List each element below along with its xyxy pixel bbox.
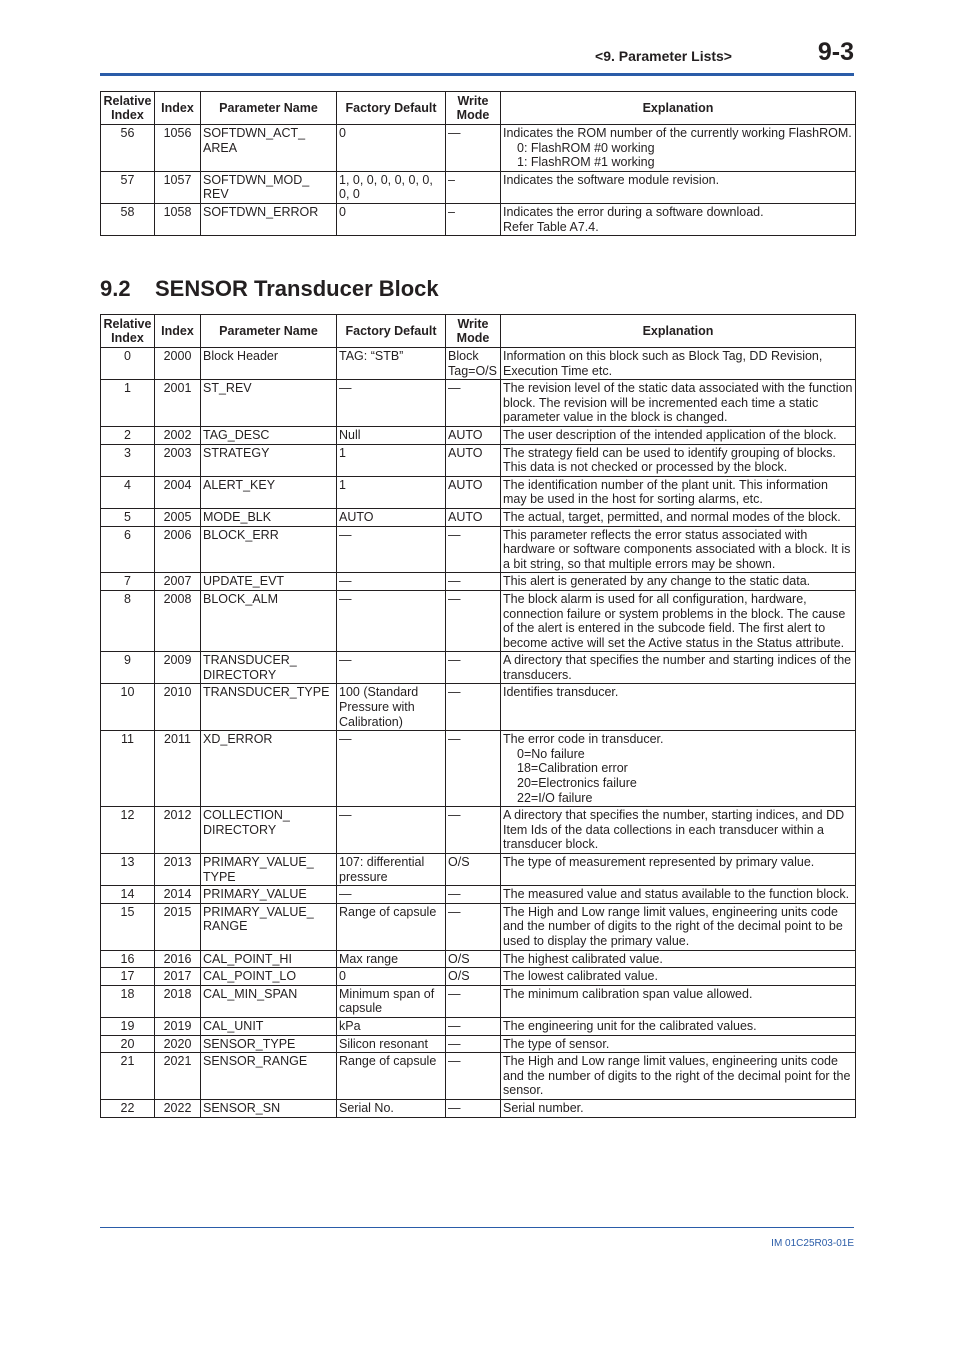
cell-index: 2021	[155, 1053, 201, 1100]
col-header-explanation: Explanation	[501, 315, 856, 348]
explanation-line: This alert is generated by any change to the static data.	[503, 574, 811, 589]
cell-explanation	[501, 854, 856, 886]
cell-explanation	[501, 985, 856, 1017]
cell-relative-index: 15	[101, 903, 155, 950]
col-header-index: Index	[155, 92, 201, 125]
cell-index: 2005	[155, 508, 201, 526]
explanation-line: Information on this block such as Block Tag, DD Revision, Execution Time etc.	[503, 349, 823, 378]
explanation-line: The type of sensor.	[503, 1036, 610, 1051]
cell-write-mode: —	[446, 1099, 501, 1117]
page-number: 9-3	[817, 38, 854, 66]
cell-relative-index: 13	[101, 854, 155, 886]
cell-explanation	[501, 903, 856, 950]
cell-parameter-name: TRANSDUCER_ DIRECTORY	[201, 652, 337, 684]
cell-relative-index: 16	[101, 950, 155, 968]
explanation-line: The measured value and status available to the function block.	[503, 887, 850, 902]
cell-relative-index: 57	[101, 171, 155, 203]
cell-write-mode: O/S	[446, 968, 501, 986]
cell-factory-default: Silicon resonant	[337, 1035, 446, 1053]
document-id: IM 01C25R03-01E	[771, 1238, 854, 1249]
cell-explanation	[501, 807, 856, 854]
cell-write-mode: —	[446, 807, 501, 854]
cell-factory-default: —	[337, 807, 446, 854]
cell-factory-default: Max range	[337, 950, 446, 968]
section-number: 9.2	[100, 276, 131, 301]
cell-parameter-name: PRIMARY_VALUE	[201, 886, 337, 904]
cell-relative-index: 7	[101, 573, 155, 591]
cell-factory-default: AUTO	[337, 508, 446, 526]
cell-explanation	[501, 1099, 856, 1117]
explanation-line: 0=No failure	[517, 746, 585, 761]
cell-index: 2018	[155, 985, 201, 1017]
cell-explanation	[501, 1017, 856, 1035]
explanation-line: Serial number.	[503, 1100, 584, 1115]
cell-explanation	[501, 426, 856, 444]
cell-parameter-name: TAG_DESC	[201, 426, 337, 444]
table-row	[101, 426, 856, 444]
table-row	[101, 125, 856, 172]
cell-parameter-name: ALERT_KEY	[201, 476, 337, 508]
cell-index: 2002	[155, 426, 201, 444]
cell-explanation	[501, 171, 856, 203]
cell-relative-index: 11	[101, 731, 155, 807]
cell-write-mode: —	[446, 684, 501, 731]
cell-parameter-name: MODE_BLK	[201, 508, 337, 526]
header-rule	[100, 73, 854, 76]
table-row	[101, 508, 856, 526]
cell-factory-default: Serial No.	[337, 1099, 446, 1117]
table-row	[101, 1099, 856, 1117]
cell-parameter-name: PRIMARY_VALUE_ TYPE	[201, 854, 337, 886]
cell-index: 2010	[155, 684, 201, 731]
col-header-explanation: Explanation	[501, 92, 856, 125]
cell-explanation	[501, 684, 856, 731]
cell-relative-index: 20	[101, 1035, 155, 1053]
cell-index: 2011	[155, 731, 201, 807]
explanation-line: The High and Low range limit values, engineering units code and the number of digits to the right of the decimal point to be used to display the primary value.	[503, 904, 843, 948]
cell-relative-index: 6	[101, 526, 155, 573]
cell-index: 2022	[155, 1099, 201, 1117]
cell-index: 2000	[155, 348, 201, 380]
table-row	[101, 348, 856, 380]
explanation-line: The engineering unit for the calibrated values.	[503, 1018, 757, 1033]
explanation-line: Refer Table A7.4.	[503, 219, 599, 234]
cell-parameter-name: BLOCK_ERR	[201, 526, 337, 573]
cell-explanation	[501, 731, 856, 807]
explanation-line: The minimum calibration span value allowed.	[503, 986, 753, 1001]
col-header-factory-default: Factory Default	[337, 92, 446, 125]
cell-write-mode: O/S	[446, 950, 501, 968]
table-header-row	[101, 92, 856, 125]
cell-index: 2013	[155, 854, 201, 886]
cell-index: 2014	[155, 886, 201, 904]
cell-factory-default: 0	[337, 968, 446, 986]
cell-parameter-name: UPDATE_EVT	[201, 573, 337, 591]
cell-relative-index: 58	[101, 203, 155, 235]
cell-write-mode: —	[446, 380, 501, 427]
cell-explanation	[501, 508, 856, 526]
cell-factory-default: —	[337, 380, 446, 427]
cell-parameter-name: PRIMARY_VALUE_ RANGE	[201, 903, 337, 950]
table-row	[101, 380, 856, 427]
cell-factory-default: —	[337, 526, 446, 573]
cell-explanation	[501, 348, 856, 380]
cell-index: 2012	[155, 807, 201, 854]
explanation-line: The strategy field can be used to identify grouping of blocks. This data is not checked or processed by the block.	[503, 445, 836, 475]
col-header-parameter-name: Parameter Name	[201, 315, 337, 348]
table-body	[101, 125, 856, 236]
cell-relative-index: 4	[101, 476, 155, 508]
explanation-line: 0: FlashROM #0 working	[517, 140, 655, 155]
col-header-parameter-name: Parameter Name	[201, 92, 337, 125]
cell-write-mode: —	[446, 1035, 501, 1053]
cell-index: 2003	[155, 444, 201, 476]
cell-relative-index: 5	[101, 508, 155, 526]
parameter-table-1	[100, 91, 856, 236]
cell-parameter-name: TRANSDUCER_TYPE	[201, 684, 337, 731]
cell-write-mode: AUTO	[446, 476, 501, 508]
explanation-line: The actual, target, permitted, and normal modes of the block.	[503, 509, 841, 524]
cell-write-mode: AUTO	[446, 508, 501, 526]
cell-parameter-name: CAL_POINT_HI	[201, 950, 337, 968]
cell-index: 2007	[155, 573, 201, 591]
cell-write-mode: AUTO	[446, 444, 501, 476]
cell-index: 2001	[155, 380, 201, 427]
explanation-line: The user description of the intended application of the block.	[503, 427, 837, 442]
cell-explanation	[501, 526, 856, 573]
cell-parameter-name: SENSOR_RANGE	[201, 1053, 337, 1100]
cell-index: 1056	[155, 125, 201, 172]
cell-parameter-name: SENSOR_SN	[201, 1099, 337, 1117]
table-row	[101, 526, 856, 573]
cell-factory-default: 1	[337, 476, 446, 508]
cell-explanation	[501, 652, 856, 684]
table-row	[101, 1017, 856, 1035]
explanation-line: The highest calibrated value.	[503, 951, 663, 966]
explanation-line: 1: FlashROM #1 working	[517, 155, 655, 170]
cell-relative-index: 19	[101, 1017, 155, 1035]
cell-index: 2019	[155, 1017, 201, 1035]
col-header-index: Index	[155, 315, 201, 348]
explanation-line: The High and Low range limit values, engineering units code and the number of digits to the right of the decimal point for the sensor.	[503, 1054, 851, 1098]
table-row	[101, 985, 856, 1017]
cell-write-mode: —	[446, 573, 501, 591]
cell-relative-index: 9	[101, 652, 155, 684]
cell-index: 2020	[155, 1035, 201, 1053]
cell-factory-default: Minimum span of capsule	[337, 985, 446, 1017]
cell-factory-default: —	[337, 652, 446, 684]
cell-explanation	[501, 203, 856, 235]
cell-parameter-name: CAL_POINT_LO	[201, 968, 337, 986]
parameter-table-2	[100, 314, 856, 1118]
table-row	[101, 903, 856, 950]
table-row	[101, 950, 856, 968]
table-body	[101, 348, 856, 1118]
cell-parameter-name: ST_REV	[201, 380, 337, 427]
cell-factory-default: —	[337, 886, 446, 904]
cell-parameter-name: COLLECTION_ DIRECTORY	[201, 807, 337, 854]
table-row	[101, 203, 856, 235]
cell-parameter-name: CAL_MIN_SPAN	[201, 985, 337, 1017]
cell-relative-index: 56	[101, 125, 155, 172]
cell-parameter-name: SOFTDWN_MOD_ REV	[201, 171, 337, 203]
cell-parameter-name: Block Header	[201, 348, 337, 380]
table-row	[101, 476, 856, 508]
table-row	[101, 444, 856, 476]
cell-relative-index: 22	[101, 1099, 155, 1117]
cell-explanation	[501, 886, 856, 904]
table-row	[101, 171, 856, 203]
cell-explanation	[501, 444, 856, 476]
section-heading	[100, 276, 439, 302]
explanation-line: The type of measurement represented by primary value.	[503, 855, 815, 869]
table-row	[101, 1053, 856, 1100]
cell-write-mode: Block Tag=O/S	[446, 348, 501, 380]
cell-index: 2009	[155, 652, 201, 684]
explanation-line: This parameter reflects the error status associated with hardware or software components associated with a block. It is a bit string, so that multiple errors may be shown.	[503, 527, 851, 571]
explanation-line: 22=I/O failure	[517, 790, 593, 805]
cell-explanation	[501, 1035, 856, 1053]
cell-explanation	[501, 1053, 856, 1100]
cell-index: 2008	[155, 590, 201, 651]
table-row	[101, 807, 856, 854]
chapter-header: <9. Parameter Lists>	[595, 48, 732, 64]
cell-index: 2015	[155, 903, 201, 950]
cell-factory-default: Null	[337, 426, 446, 444]
table-row	[101, 854, 856, 886]
table-row	[101, 886, 856, 904]
cell-parameter-name: SOFTDWN_ERROR	[201, 203, 337, 235]
cell-relative-index: 14	[101, 886, 155, 904]
col-header-write-mode: Write Mode	[446, 315, 501, 348]
cell-index: 2016	[155, 950, 201, 968]
cell-relative-index: 1	[101, 380, 155, 427]
explanation-line: The identification number of the plant unit. This information may be used in the host for sorting alarms, etc.	[503, 477, 828, 507]
cell-factory-default: 107: differential pressure	[337, 854, 446, 886]
table-row	[101, 731, 856, 807]
section-title: SENSOR Transducer Block	[155, 276, 439, 301]
cell-relative-index: 2	[101, 426, 155, 444]
cell-index: 2017	[155, 968, 201, 986]
cell-explanation	[501, 573, 856, 591]
cell-parameter-name: SOFTDWN_ACT_ AREA	[201, 125, 337, 172]
table-row	[101, 968, 856, 986]
table-row	[101, 573, 856, 591]
col-header-factory-default: Factory Default	[337, 315, 446, 348]
cell-write-mode: –	[446, 203, 501, 235]
cell-explanation	[501, 590, 856, 651]
cell-relative-index: 8	[101, 590, 155, 651]
cell-write-mode: —	[446, 1017, 501, 1035]
cell-relative-index: 17	[101, 968, 155, 986]
cell-relative-index: 21	[101, 1053, 155, 1100]
cell-factory-default: 1	[337, 444, 446, 476]
cell-factory-default: —	[337, 573, 446, 591]
cell-parameter-name: BLOCK_ALM	[201, 590, 337, 651]
cell-write-mode: —	[446, 985, 501, 1017]
table-header-row	[101, 315, 856, 348]
explanation-line: A directory that specifies the number and starting indices of the transducers.	[503, 653, 852, 682]
cell-explanation	[501, 125, 856, 172]
cell-factory-default: kPa	[337, 1017, 446, 1035]
cell-explanation	[501, 968, 856, 986]
cell-write-mode: —	[446, 886, 501, 904]
explanation-line: A directory that specifies the number, starting indices, and DD Item Ids of the data collections in each transducer within a transducer block.	[503, 808, 845, 852]
cell-write-mode: O/S	[446, 854, 501, 886]
cell-relative-index: 12	[101, 807, 155, 854]
cell-factory-default: —	[337, 731, 446, 807]
cell-index: 2006	[155, 526, 201, 573]
cell-relative-index: 10	[101, 684, 155, 731]
cell-index: 2004	[155, 476, 201, 508]
cell-parameter-name: CAL_UNIT	[201, 1017, 337, 1035]
explanation-line: 20=Electronics failure	[517, 776, 637, 791]
cell-factory-default: 1, 0, 0, 0, 0, 0, 0, 0, 0	[337, 171, 446, 203]
cell-write-mode: —	[446, 1053, 501, 1100]
explanation-line: The lowest calibrated value.	[503, 969, 658, 984]
cell-relative-index: 0	[101, 348, 155, 380]
table-row	[101, 590, 856, 651]
cell-write-mode: —	[446, 731, 501, 807]
explanation-line: The block alarm is used for all configuration, hardware, connection failure or system problems in the block. The cause of the alert is entered in the subcode field. The first alert to become active will set the Active status in the Status attribute.	[503, 591, 846, 650]
explanation-line: The revision level of the static data associated with the function block. The revision will be incremented each time a static parameter value in the block is changed.	[503, 381, 853, 425]
cell-factory-default: Range of capsule	[337, 903, 446, 950]
cell-factory-default: —	[337, 590, 446, 651]
explanation-line: Identifies transducer.	[503, 685, 619, 700]
cell-index: 1057	[155, 171, 201, 203]
cell-index: 1058	[155, 203, 201, 235]
cell-factory-default: 100 (Standard Pressure with Calibration)	[337, 684, 446, 731]
cell-parameter-name: XD_ERROR	[201, 731, 337, 807]
cell-write-mode: —	[446, 903, 501, 950]
explanation-line: 18=Calibration error	[517, 761, 628, 776]
cell-write-mode: AUTO	[446, 426, 501, 444]
cell-relative-index: 3	[101, 444, 155, 476]
table-row	[101, 684, 856, 731]
cell-factory-default: 0	[337, 203, 446, 235]
cell-write-mode: —	[446, 652, 501, 684]
col-header-relative-index: Relative Index	[101, 315, 155, 348]
col-header-write-mode: Write Mode	[446, 92, 501, 125]
cell-explanation	[501, 380, 856, 427]
col-header-relative-index: Relative Index	[101, 92, 155, 125]
cell-parameter-name: SENSOR_TYPE	[201, 1035, 337, 1053]
cell-factory-default: TAG: “STB”	[337, 348, 446, 380]
cell-explanation	[501, 950, 856, 968]
table-row	[101, 1035, 856, 1053]
footer-rule	[100, 1227, 854, 1228]
cell-parameter-name: STRATEGY	[201, 444, 337, 476]
cell-relative-index: 18	[101, 985, 155, 1017]
cell-write-mode: —	[446, 590, 501, 651]
explanation-line: The error code in transducer.	[503, 732, 664, 747]
cell-write-mode: –	[446, 171, 501, 203]
table-row	[101, 652, 856, 684]
cell-explanation	[501, 476, 856, 508]
cell-write-mode: —	[446, 526, 501, 573]
explanation-line: Indicates the ROM number of the currently working FlashROM.	[503, 126, 852, 140]
cell-factory-default: Range of capsule	[337, 1053, 446, 1100]
cell-write-mode: —	[446, 125, 501, 172]
explanation-line: Indicates the software module revision.	[503, 172, 720, 187]
cell-factory-default: 0	[337, 125, 446, 172]
explanation-line: Indicates the error during a software download.	[503, 204, 764, 219]
